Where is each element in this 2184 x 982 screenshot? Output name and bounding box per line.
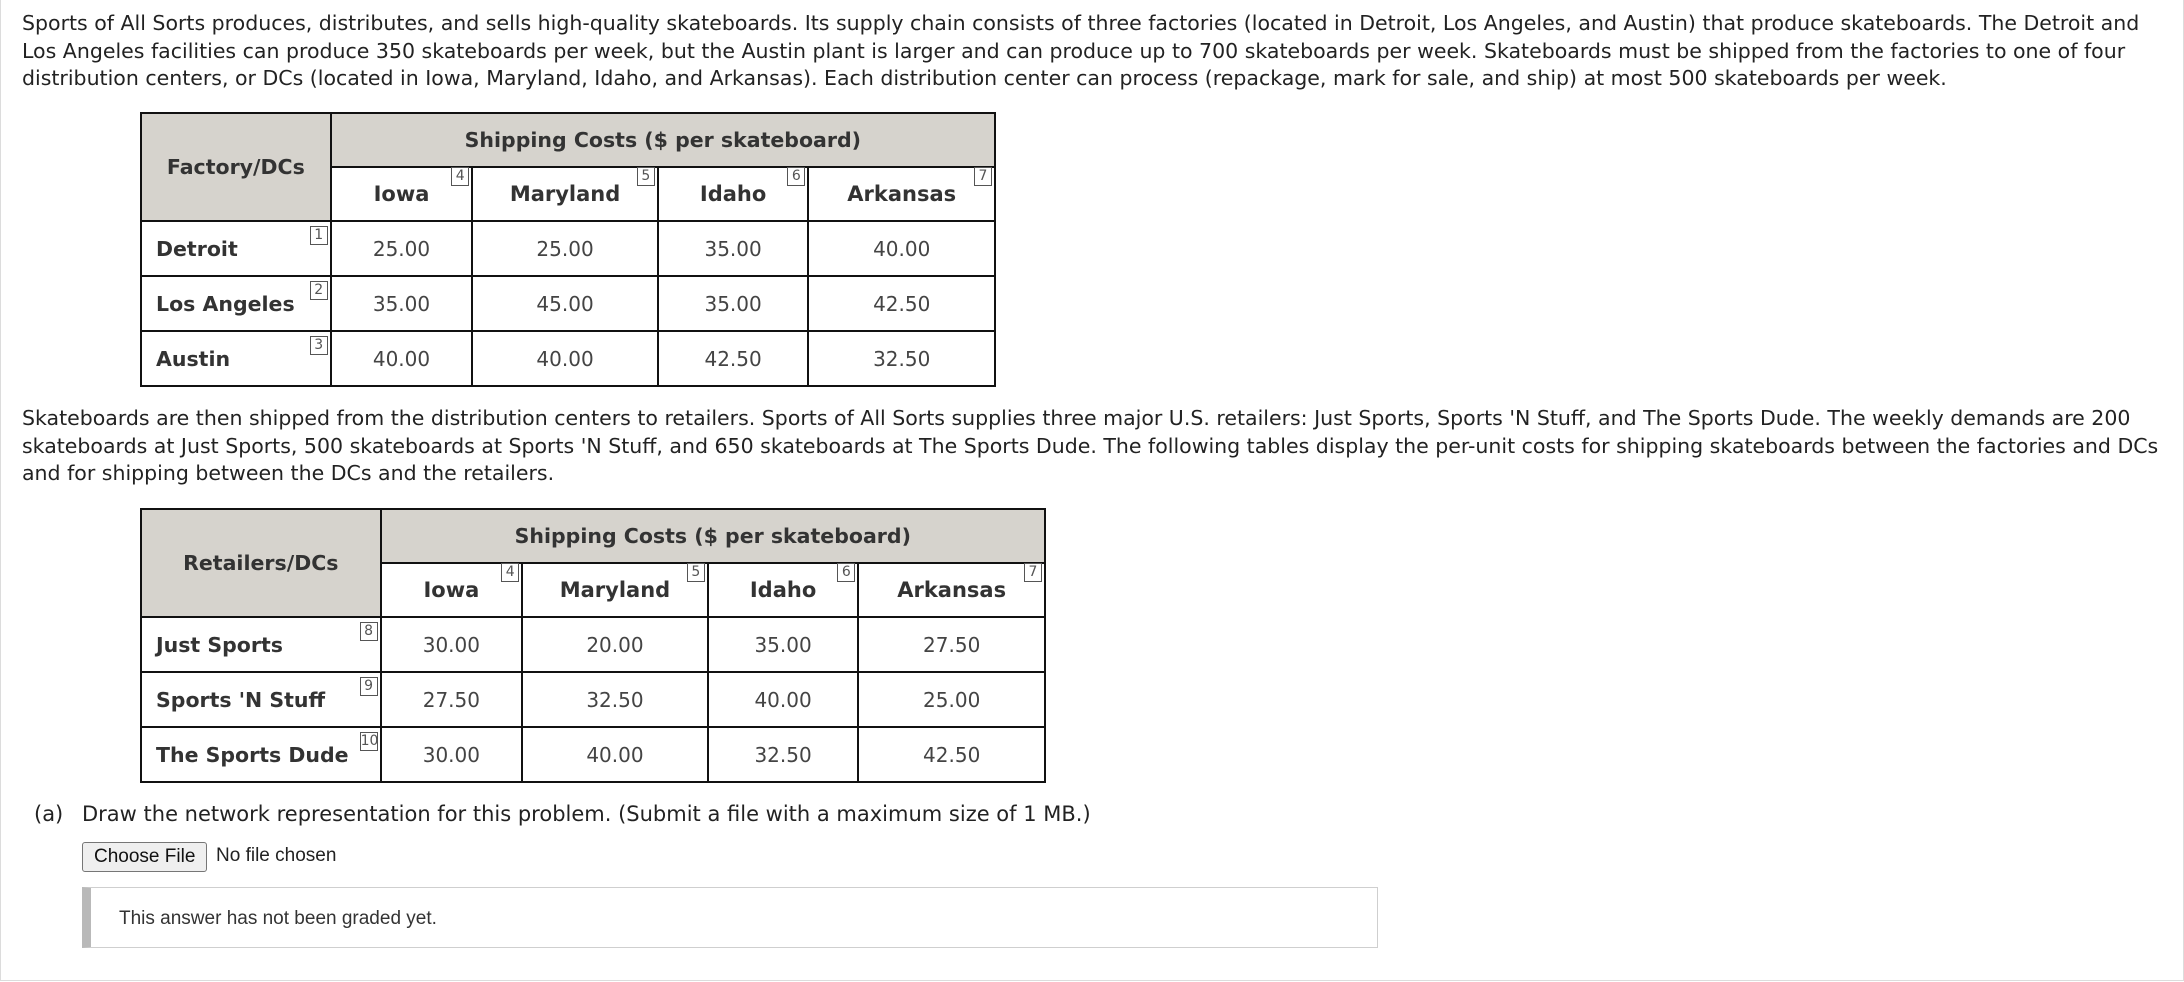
reference-marker: 4 (501, 563, 519, 582)
factory-dc-cost-table (140, 112, 996, 387)
table-cell: 42.50 (658, 331, 809, 386)
column-header-maryland: Maryland 5 (472, 167, 658, 221)
table-cell: 27.50 (858, 617, 1045, 672)
reference-marker: 6 (787, 167, 805, 186)
table-cell: 45.00 (472, 276, 658, 331)
table-cell: 42.50 (858, 727, 1045, 782)
table-cell: 40.00 (472, 331, 658, 386)
table-cell: 35.00 (658, 221, 809, 276)
table-cell: 42.50 (808, 276, 995, 331)
table-cell: 32.50 (708, 727, 859, 782)
table-cell: 32.50 (522, 672, 708, 727)
table-cell: 25.00 (472, 221, 658, 276)
reference-marker: 6 (837, 563, 855, 582)
row-label-los-angeles: Los Angeles 2 (141, 276, 331, 331)
reference-marker: 5 (687, 563, 705, 582)
table-cell: 27.50 (381, 672, 523, 727)
row-label-austin: Austin 3 (141, 331, 331, 386)
table-row (141, 331, 995, 386)
row-label-detroit: Detroit 1 (141, 221, 331, 276)
table-cell: 32.50 (808, 331, 995, 386)
column-header-arkansas: Arkansas 7 (808, 167, 995, 221)
intro-paragraph: Sports of All Sorts produces, distributes, and sells high-quality skateboards. Its supply chain consists of three factories (located in Detroit, Los Angeles, and Austin) that produce skateboards. The Detroit and Los Angeles facilities can produce 350 skateboards per week, but the Austin plant is larger and can produce up to 700 skateboards per week. Skateboards must be shipped from the factories to one of four distribution centers, or DCs (located in Iowa, Maryland, Idaho, and Arkansas). Each distribution center can process (repackage, mark for sale, and ship) at most 500 skateboards per week. (22, 11, 2140, 90)
middle-paragraph: Skateboards are then shipped from the distribution centers to retailers. Sports of All Sorts supplies three major U.S. retailers: Just Sports, Sports 'N Stuff, and The Sports Dude. The weekly demands are 200 skateboards at Just Sports, 500 skateboards at Sports 'N Stuff, and 650 skateboards at The Sports Dude. The following tables display the per-unit costs for shipping skateboards between the factories and DCs and for shipping between the DCs and the retailers. (22, 406, 2159, 485)
table-cell: 35.00 (658, 276, 809, 331)
table-cell: 40.00 (522, 727, 708, 782)
column-header-iowa: Iowa 4 (331, 167, 473, 221)
file-status-text: No file chosen (216, 845, 337, 866)
table-cell: 25.00 (331, 221, 473, 276)
row-label-sports-n-stuff: Sports 'N Stuff 9 (141, 672, 381, 727)
table-row (141, 221, 995, 276)
column-header-iowa: Iowa 4 (381, 563, 523, 617)
table-row (141, 276, 995, 331)
table-cell: 20.00 (522, 617, 708, 672)
table-cell: 25.00 (858, 672, 1045, 727)
table-group-header: Shipping Costs ($ per skateboard) (381, 509, 1045, 563)
reference-marker: 7 (1024, 563, 1042, 582)
row-label-just-sports: Just Sports 8 (141, 617, 381, 672)
reference-marker: 9 (360, 677, 378, 696)
reference-marker: 1 (310, 226, 328, 245)
reference-marker: 7 (974, 167, 992, 186)
table-cell: 40.00 (331, 331, 473, 386)
choose-file-button[interactable]: Choose File (82, 842, 207, 872)
reference-marker: 4 (451, 167, 469, 186)
reference-marker: 3 (310, 336, 328, 355)
question-label: (a) (34, 802, 64, 826)
table-row (141, 672, 1045, 727)
table-cell: 40.00 (708, 672, 859, 727)
table-corner-header: Factory/DCs (141, 113, 331, 221)
grading-status-box (82, 887, 1378, 948)
reference-marker: 5 (637, 167, 655, 186)
reference-marker: 10 (360, 733, 379, 749)
row-label-the-sports-dude: The Sports Dude 10 (141, 727, 381, 782)
table-row (141, 727, 1045, 782)
column-header-idaho: Idaho 6 (658, 167, 809, 221)
grading-status-text: This answer has not been graded yet. (119, 908, 437, 929)
table-cell: 30.00 (381, 727, 523, 782)
column-header-arkansas: Arkansas 7 (858, 563, 1045, 617)
reference-marker: 8 (360, 622, 378, 641)
retailer-dc-cost-table (140, 508, 1046, 783)
table-corner-header: Retailers/DCs (141, 509, 381, 617)
column-header-maryland: Maryland 5 (522, 563, 708, 617)
question-text: Draw the network representation for this problem. (Submit a file with a maximum size of 1 MB.) (82, 802, 1091, 826)
table-cell: 30.00 (381, 617, 523, 672)
table-cell: 35.00 (331, 276, 473, 331)
table-cell: 40.00 (808, 221, 995, 276)
table-group-header: Shipping Costs ($ per skateboard) (331, 113, 995, 167)
reference-marker: 2 (310, 281, 328, 300)
column-header-idaho: Idaho 6 (708, 563, 859, 617)
table-cell: 35.00 (708, 617, 859, 672)
table-row (141, 617, 1045, 672)
